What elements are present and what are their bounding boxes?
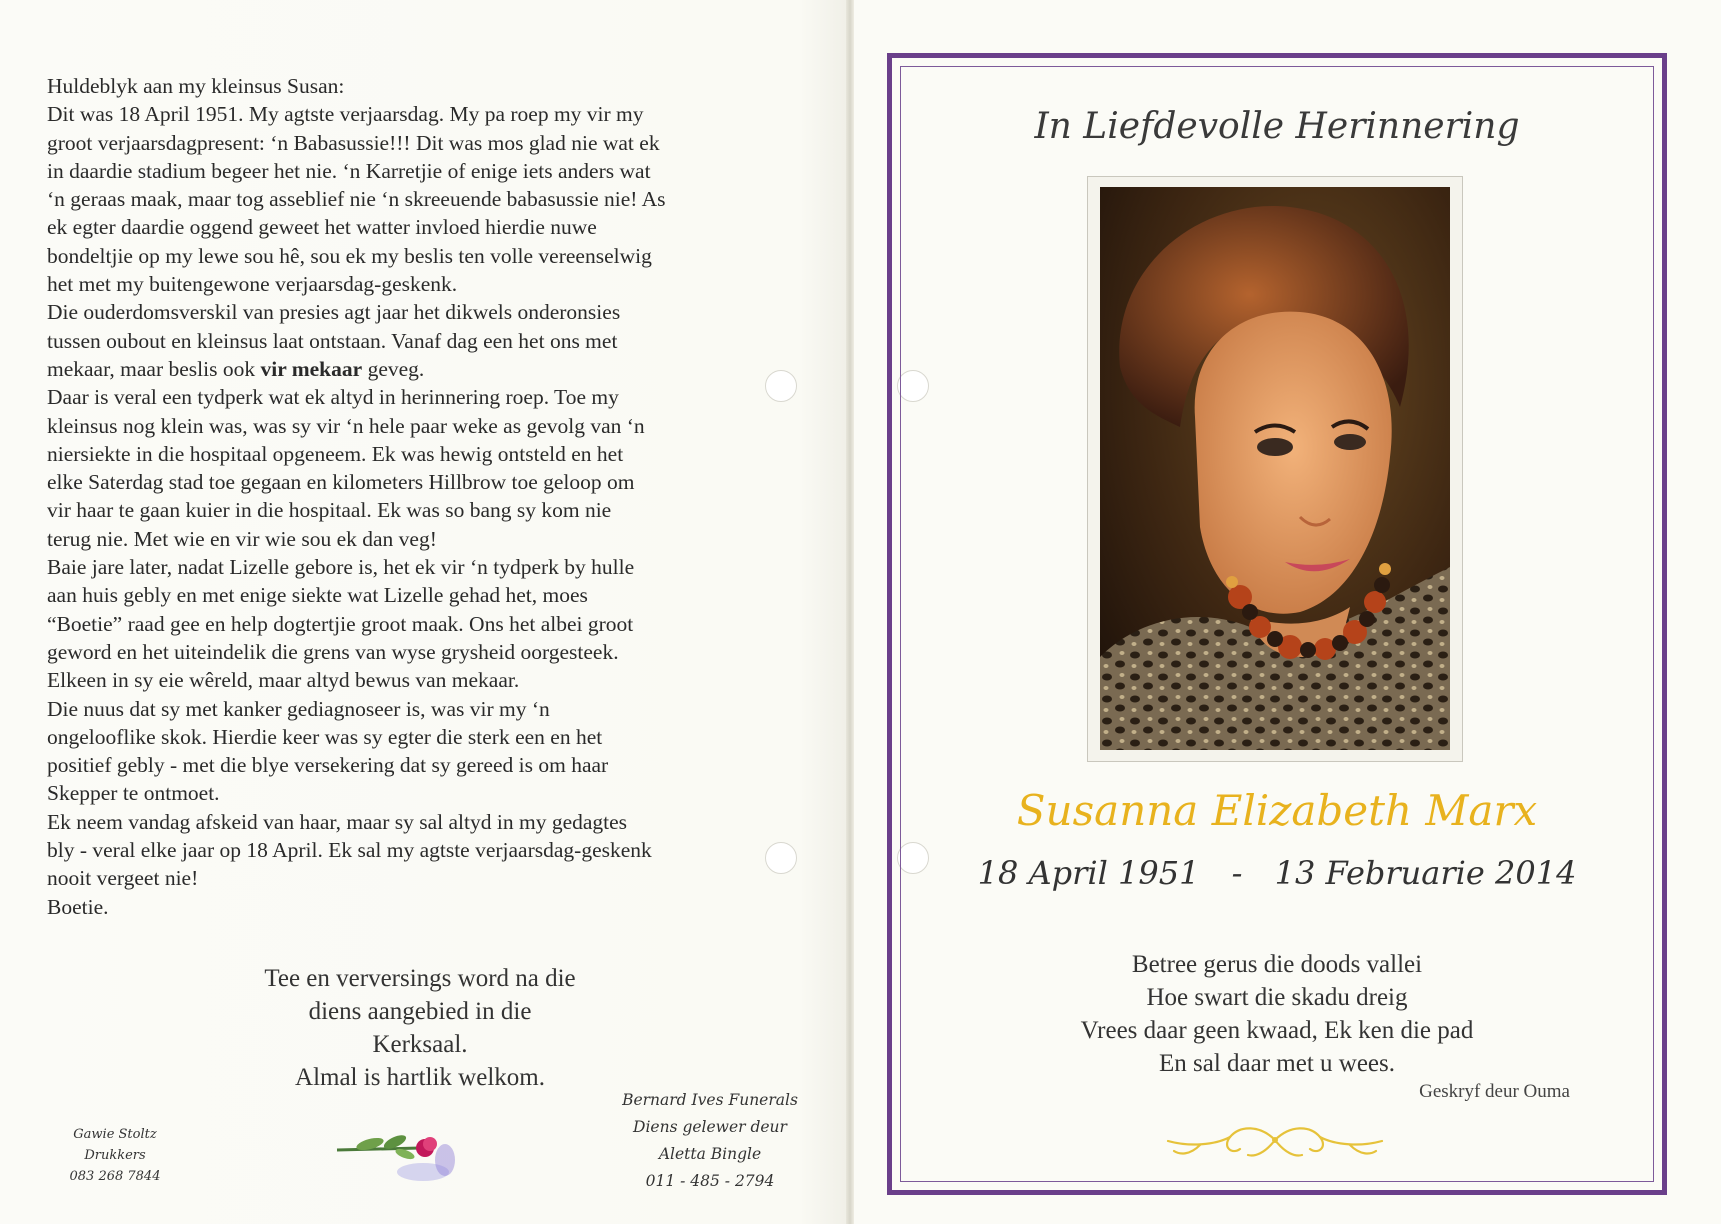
tribute-line: Boetie. (47, 894, 109, 919)
tribute-bold-phrase: vir mekaar (260, 356, 363, 381)
tribute-text (47, 72, 787, 921)
funeral-line: Diens gelewer deur (633, 1118, 787, 1136)
cover-heading: In Liefdevolle Herinnering (1034, 106, 1520, 147)
funeral-line: Aletta Bingle (658, 1145, 762, 1163)
funeral-line: 011 - 485 - 2794 (645, 1172, 775, 1190)
refreshments-line: Kerksaal. (372, 1031, 468, 1058)
tribute-line: niersiekte in die hospitaal opgeneem. Ek was hewig ontsteld en het (47, 441, 624, 466)
poem-line: Hoe swart die skadu dreig (1146, 984, 1408, 1011)
tribute-line: aan huis gebly en met enige siekte wat Lizelle gehad het, moes (47, 583, 588, 608)
funeral-credit (610, 1087, 810, 1195)
poem-line: Betree gerus die doods vallei (1131, 951, 1423, 978)
tribute-line: Ek neem vandag afskeid van haar, maar sy sal altyd in my gedagtes (47, 809, 628, 834)
tribute-text-run: mekaar, maar beslis ook (47, 356, 261, 381)
refreshments-line: Almal is hartlik welkom. (295, 1064, 545, 1091)
date-separator: - (1231, 854, 1243, 892)
funeral-line: Bernard Ives Funerals (622, 1091, 798, 1109)
tribute-line: kleinsus nog klein was, was sy vir ‘n hele paar weke as gevolg van ‘n (47, 413, 645, 438)
tribute-line: vir haar te gaan kuier in die hospitaal. Ek was so bang sy kom nie (47, 498, 612, 523)
tribute-line (47, 355, 787, 383)
tribute-line: Die ouderdomsverskil van presies agt jaar het dikwels onderonsies (47, 300, 621, 325)
tribute-line: nooit vergeet nie! (47, 866, 199, 891)
tribute-line: ek egter daardie oggend geweet het watter invloed hierdie nuwe (47, 215, 597, 240)
tribute-line: Elkeen in sy eie wêreld, maar altyd bewus van mekaar. (47, 668, 520, 693)
tribute-line: terug nie. Met wie en vir wie sou ek dan veg! (47, 526, 437, 551)
poem-line: En sal daar met u wees. (1158, 1050, 1396, 1077)
birth-date: 18 April 1951 (977, 854, 1200, 892)
rose-icon (335, 1120, 465, 1190)
tribute-line: Huldeblyk aan my kleinsus Susan: (47, 74, 345, 98)
printer-credit (50, 1124, 180, 1187)
refreshments-notice (190, 962, 650, 1094)
tribute-line: positief gebly - met die blye versekering dat sy gereed is om haar (47, 753, 609, 778)
portrait-photo (1100, 187, 1450, 750)
tribute-line: ‘n geraas maak, maar tog asseblief nie ‘n skreeuende babasussie nie! As (47, 187, 666, 212)
tribute-text-run: geveg. (362, 356, 425, 381)
memorial-poem (900, 948, 1654, 1080)
death-date: 13 Februarie 2014 (1274, 854, 1577, 892)
tribute-line: ongelooflike skok. Hierdie keer was sy egter die sterk een en het (47, 724, 603, 749)
poem-author: Geskryf deur Ouma (1419, 1081, 1570, 1102)
poem-line: Vrees daar geen kwaad, Ek ken die pad (1080, 1017, 1474, 1044)
tribute-line: Baie jare later, nadat Lizelle gebore is, het ek vir ‘n tydperk by hulle (47, 555, 635, 580)
deceased-name: Susanna Elizabeth Marx (1016, 786, 1538, 835)
printer-line: 083 268 7844 (69, 1169, 161, 1184)
tribute-line: bondeltjie op my lewe sou hê, sou ek my beslis ten volle vereenselwig (47, 243, 652, 268)
tribute-line: tussen oubout en kleinsus laat ontstaan. Vanaf dag een het ons met (47, 328, 618, 353)
tribute-line: bly - veral elke jaar op 18 April. Ek sal my agtste verjaarsdag-geskenk (47, 838, 652, 863)
life-dates (900, 854, 1654, 892)
tribute-line: geword en het uiteindelik die grens van wyse grysheid oorgesteek. (47, 639, 619, 664)
flourish-ornament-icon (1160, 1115, 1390, 1165)
tribute-line: “Boetie” raad gee en help dogtertjie groot maak. Ons het albei groot (47, 611, 634, 636)
tribute-line: het met my buitengewone verjaarsdag-geskenk. (47, 272, 458, 297)
refreshments-line: Tee en verversings word na die (264, 965, 576, 992)
printer-line: Gawie Stoltz (73, 1127, 157, 1142)
tribute-line: Skepper te ontmoet. (47, 781, 220, 806)
tribute-line: Daar is veral een tydperk wat ek altyd in herinnering roep. Toe my (47, 385, 619, 410)
refreshments-line: diens aangebied in die (308, 998, 532, 1025)
tribute-line: groot verjaarsdagpresent: ‘n Babasussie!!! Dit was mos glad nie wat ek (47, 130, 660, 155)
tribute-line: Die nuus dat sy met kanker gediagnoseer is, was vir my ‘n (47, 696, 550, 721)
tribute-line: elke Saterdag stad toe gegaan en kilometers Hillbrow toe geloop om (47, 470, 635, 495)
tribute-line: in daardie stadium begeer het nie. ‘n Karretjie of enige iets anders wat (47, 158, 651, 183)
page-fold (846, 0, 854, 1224)
tribute-line: Dit was 18 April 1951. My agtste verjaarsdag. My pa roep my vir my (47, 102, 644, 127)
printer-line: Drukkers (84, 1148, 146, 1163)
